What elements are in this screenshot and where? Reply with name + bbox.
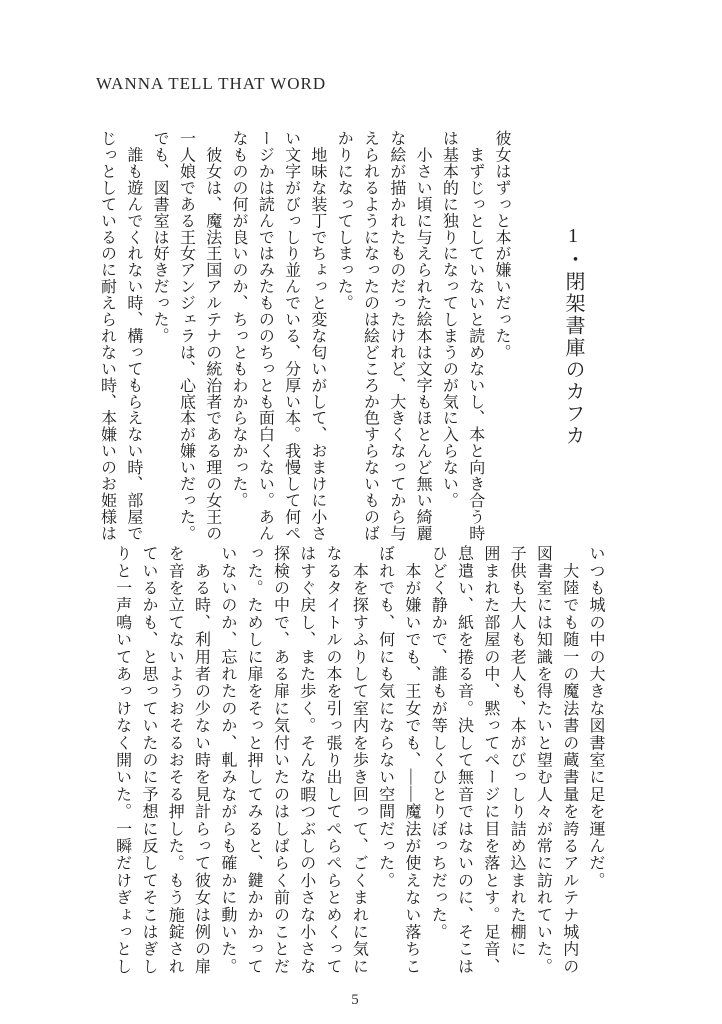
text-column: 一人娘である王女アンジェラは、心底本が嫌いだった。 xyxy=(177,130,195,542)
text-column: 誰も遊んでくれない時、構ってもらえない時、部屋で xyxy=(124,130,142,542)
text-column: 小さい頃に与えられた絵本は文字もほとんど無い綺麗 xyxy=(414,130,432,542)
text-column: ているかも、と思っていたのに予想に反してそこはぎし xyxy=(139,545,157,975)
text-column: は基本的に独りになってしまうのが気に入らない。 xyxy=(440,130,458,509)
text-column: 子供も大人も老人も、本がびっしり詰め込まれた棚に xyxy=(508,545,526,958)
text-column: かりになってしまった。 xyxy=(335,130,353,311)
text-column: なるタイトルの本を引っ張り出してぺらぺらとめくって xyxy=(324,545,342,975)
text-column: 大陸でも随一の魔法書の蔵書量を誇るアルテナ城内の xyxy=(560,545,578,975)
text-column: 本を探すふりして室内を歩き回って、ごくまれに気に xyxy=(350,545,368,975)
text-column: ージかは読んではみたもののちっとも面白くない。あん xyxy=(256,130,274,542)
text-column: 彼女は、魔法王国アルテナの統治者である理の女王の xyxy=(203,130,221,542)
text-column: 地味な装丁でちょっと変な匂いがして、おまけに小さ xyxy=(308,130,326,542)
text-block-bottom xyxy=(108,545,608,975)
text-column: 図書室には知識を得たいと望む人々が常に訪れていた。 xyxy=(534,545,552,975)
text-column: 探検の中で、ある扉に気付いたのはしばらく前のことだ xyxy=(271,545,289,975)
running-header: WANNA TELL THAT WORD xyxy=(96,74,327,93)
text-column: でも、図書室は好きだった。 xyxy=(151,130,169,344)
text-column: 彼女はずっと本が嫌いだった。 xyxy=(493,130,510,361)
text-column: ぼれでも、何にも気にならない空間だった。 xyxy=(376,545,394,889)
text-column: ひどく静かで、誰もが等しくひとりぼっちだった。 xyxy=(429,545,447,941)
text-column: りと一声鳴いてあっけなく開いた。一瞬だけぎょっとし xyxy=(113,545,131,975)
text-column: い文字がびっしり並んでいる、分厚い本。我慢して何ペ xyxy=(282,130,300,542)
chapter-title: 1・閉架書庫のカフカ xyxy=(562,225,584,447)
text-column: 本が嫌いでも、王女でも、――魔法が使えない落ちこ xyxy=(402,545,420,975)
text-column: いないのか、忘れたのか、軋みながらも確かに動いた。 xyxy=(218,545,236,975)
text-column: なものの何が良いのか、ちっともわからなかった。 xyxy=(230,130,248,509)
text-column: ある時、利用者の少ない時を見計らって彼女は例の扉 xyxy=(192,545,210,975)
text-column: を音を立てないようおそるおそる押した。もう施錠され xyxy=(166,545,184,975)
text-column: った。ためしに扉をそっと押してみると、鍵かかかって xyxy=(245,545,263,975)
text-column: いつも城の中の大きな図書室に足を運んだ。 xyxy=(587,545,604,889)
text-column: 息遣い、紙を捲る音。決して無音ではないのに、そこは xyxy=(455,545,473,975)
text-column: まずじっとしていないと読めないし、本と向き合う時 xyxy=(466,130,484,542)
text-column: えられるようになったのは絵どころか色すらないものば xyxy=(361,130,379,542)
text-column: じっとしているのに耐えられない時、本嫌いのお姫様は xyxy=(98,130,116,542)
text-column: 囲まれた部屋の中、黙ってページに目を落とす。足音、 xyxy=(481,545,499,975)
text-block-top xyxy=(93,130,588,542)
text-column: はすぐ戻し、また歩く。そんな暇つぶしの小さな小さな xyxy=(297,545,315,975)
page-number: 5 xyxy=(351,992,359,1008)
text-column: な絵が描かれたものだったけれど、大きくなってから与 xyxy=(387,130,405,542)
